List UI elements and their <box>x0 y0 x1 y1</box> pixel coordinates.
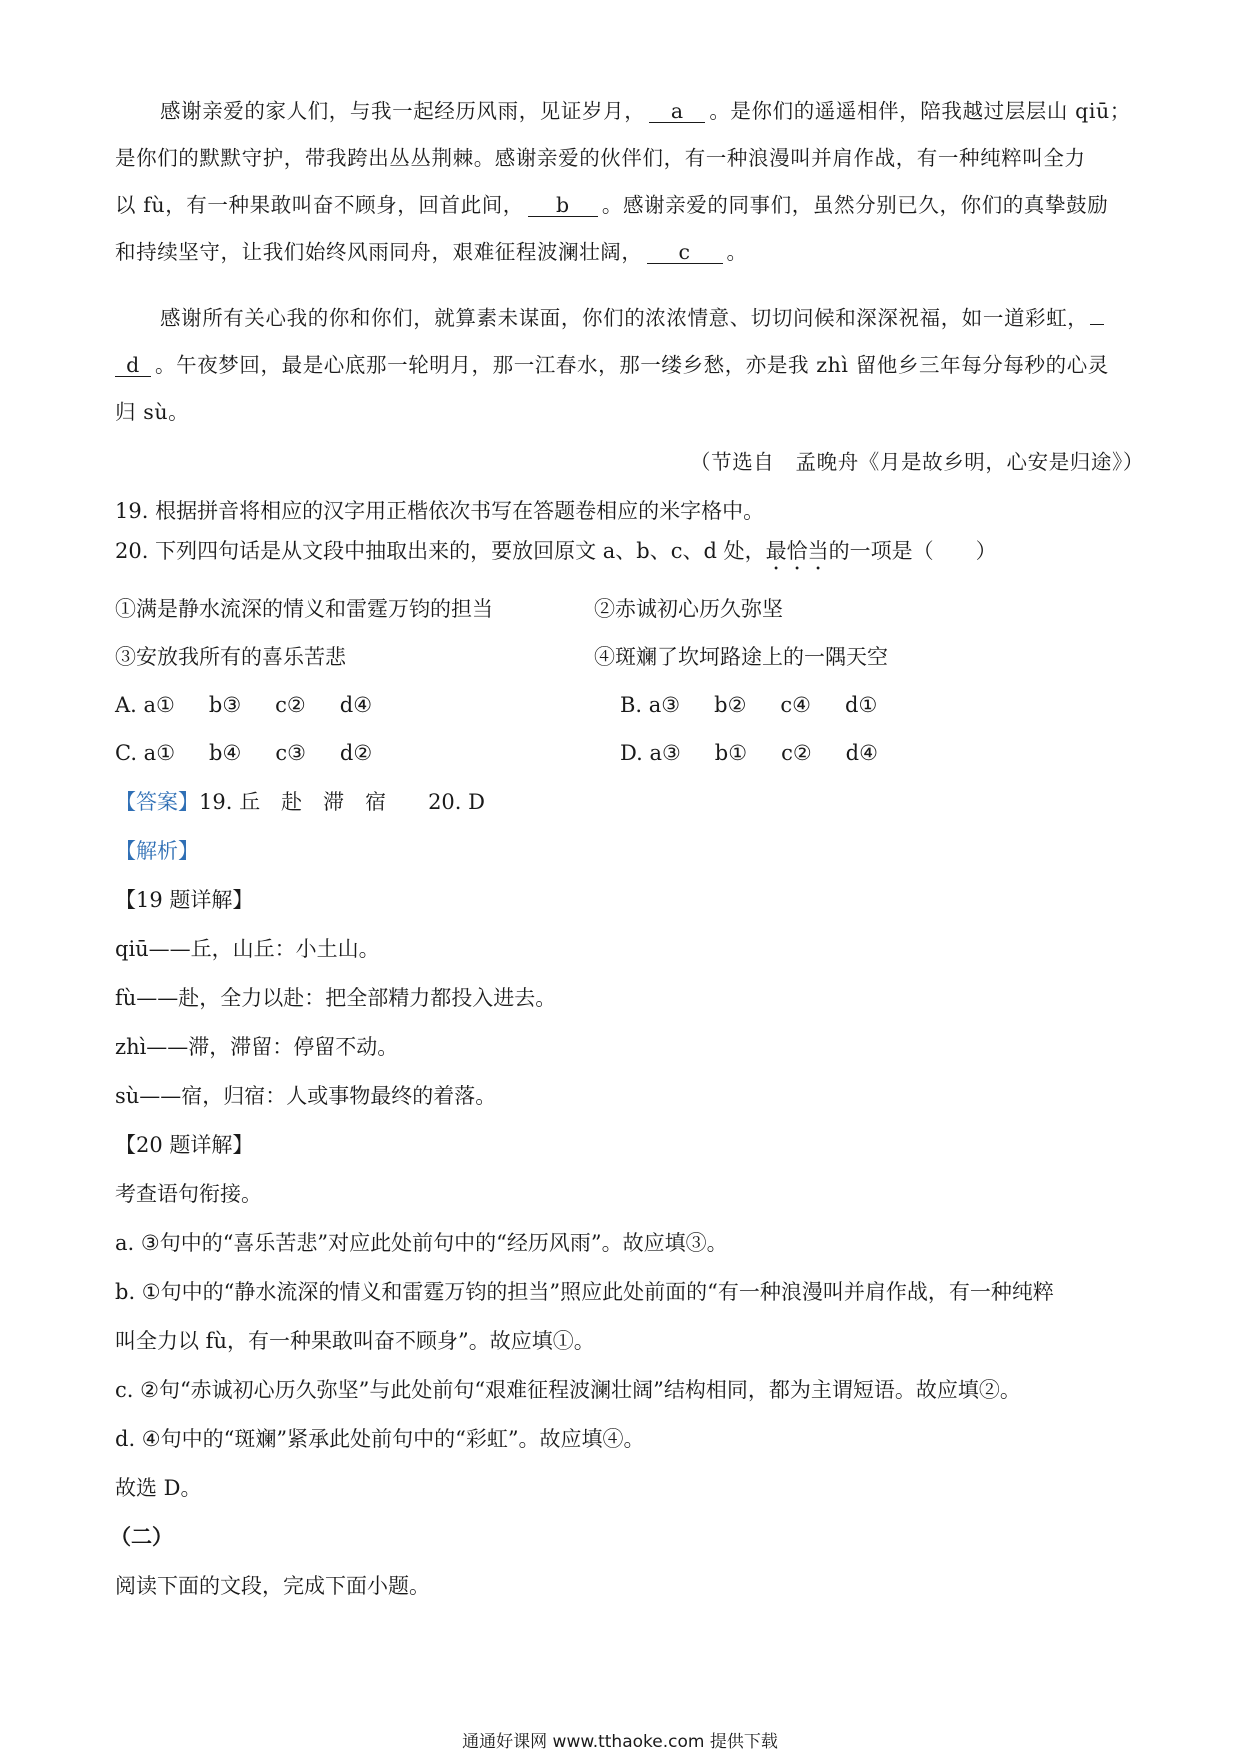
heading-20: 【20 题详解】 <box>115 1133 254 1157</box>
blank-a: a <box>649 100 705 123</box>
choice-part: c② <box>275 693 306 717</box>
footer-source: 通通好课网 www.tthaoke.com 提供下载 <box>462 1732 778 1752</box>
choice-part: b④ <box>209 741 242 765</box>
passage-line: 是你们的默默守护，带我跨出丛丛荆棘。感谢亲爱的伙伴们，有一种浪漫叫并肩作战，有一种纯粹叫全力 <box>115 146 1086 170</box>
choice-part: A. a① <box>115 693 175 717</box>
passage-line <box>115 190 1108 220</box>
choice-b <box>620 690 877 720</box>
passage-text: 感谢亲爱的家人们，与我一起经历风雨，见证岁月， <box>160 99 646 123</box>
analysis-line: 叫全力以 fù，有一种果敢叫奋不顾身”。故应填①。 <box>115 1329 595 1353</box>
passage-line: 归 sù。 <box>115 400 190 424</box>
answer-text: 19. 丘 赴 滞 宿 20. D <box>199 790 485 814</box>
analysis-line: zhì——滞，滞留：停留不动。 <box>115 1035 399 1059</box>
blank-b: b <box>528 194 598 217</box>
passage-text: 。午夜梦回，最是心底那一轮明月，那一江春水，那一缕乡愁，亦是我 zhì 留他乡三年每分每秒的心灵 <box>155 353 1109 377</box>
choice-a <box>115 690 372 720</box>
passage-line <box>115 350 1109 380</box>
choice-part: b③ <box>208 693 242 717</box>
question-19: 19. 根据拼音将相应的汉字用正楷依次书写在答题卷相应的米字格中。 <box>115 499 765 523</box>
passage-text: 。 <box>726 240 748 264</box>
answer-line <box>115 787 485 817</box>
choice-d <box>620 738 878 768</box>
choice-part: c④ <box>780 693 812 717</box>
choice-part: B. a③ <box>620 693 681 717</box>
sentence-3: ③安放我所有的喜乐苦悲 <box>115 645 346 669</box>
passage-line <box>160 303 1108 333</box>
sentence-2: ②赤诚初心历久弥坚 <box>594 597 783 621</box>
choice-part: b② <box>714 693 747 717</box>
question-text: 的一项是（ ） <box>828 539 997 563</box>
analysis-line: fù——赴，全力以赴：把全部精力都投入进去。 <box>115 986 557 1010</box>
analysis-line: 考查语句衔接。 <box>115 1182 262 1206</box>
passage-text: 以 fù，有一种果敢叫奋不顾身，回首此间， <box>115 193 524 217</box>
analysis-line: sù——宿，归宿：人或事物最终的着落。 <box>115 1084 497 1108</box>
emphasized-char: 当 <box>807 539 829 563</box>
choice-part: d② <box>339 741 373 765</box>
analysis-line: b. ①句中的“静水流深的情义和雷霆万钧的担当”照应此处前面的“有一种浪漫叫并肩作战，有一种纯粹 <box>115 1280 1054 1304</box>
emphasized-word <box>766 539 829 563</box>
passage-source: （节选自 孟晚舟《月是故乡明，心安是归途》） <box>690 450 1144 474</box>
emphasized-char: 最 <box>765 539 787 563</box>
emphasized-char: 恰 <box>786 539 808 563</box>
choice-c <box>115 738 372 768</box>
choice-part: d④ <box>339 693 373 717</box>
question-20 <box>115 536 997 566</box>
section-title: （二） <box>110 1524 173 1549</box>
analysis-line: 故选 D。 <box>115 1476 202 1500</box>
passage-text: 。是你们的遥遥相伴，陪我越过层层山 qiū； <box>709 99 1131 123</box>
blank-c: c <box>647 241 723 264</box>
passage-text: 。感谢亲爱的同事们，虽然分别已久，你们的真挚鼓励 <box>601 193 1109 217</box>
blank-d-start <box>1090 324 1104 325</box>
choice-part: D. a③ <box>620 741 681 765</box>
answer-tag: 【答案】 <box>115 790 199 814</box>
passage-text: 感谢所有关心我的你和你们，就算素未谋面，你们的浓浓情意、切切问候和深深祝福，如一道彩虹， <box>160 306 1089 330</box>
analysis-line: qiū——丘，山丘：小土山。 <box>115 937 380 961</box>
choice-part: c③ <box>275 741 306 765</box>
choice-part: b① <box>714 741 748 765</box>
sentence-1: ①满是静水流深的情义和雷霆万钧的担当 <box>115 597 493 621</box>
analysis-line: d. ④句中的“斑斓”紧承此处前句中的“彩虹”。故应填④。 <box>115 1427 645 1451</box>
analysis-line: a. ③句中的“喜乐苦悲”对应此处前句中的“经历风雨”。故应填③。 <box>115 1231 728 1255</box>
section-instruction: 阅读下面的文段，完成下面小题。 <box>115 1574 430 1598</box>
choice-part: d④ <box>845 741 878 765</box>
choice-part: c② <box>781 741 812 765</box>
choice-part: C. a① <box>115 741 176 765</box>
analysis-tag: 【解析】 <box>115 839 199 863</box>
blank-d: d <box>115 354 151 377</box>
passage-line <box>115 237 748 267</box>
sentence-4: ④斑斓了坎坷路途上的一隅天空 <box>594 645 888 669</box>
analysis-line: c. ②句“赤诚初心历久弥坚”与此处前句“艰难征程波澜壮阔”结构相同，都为主谓短语。故应填②。 <box>115 1378 1021 1402</box>
heading-19: 【19 题详解】 <box>115 888 254 912</box>
passage-line <box>160 96 1131 126</box>
question-text: 20. 下列四句话是从文段中抽取出来的，要放回原文 a、b、c、d 处， <box>115 539 766 563</box>
choice-part: d① <box>845 693 878 717</box>
passage-text: 和持续坚守，让我们始终风雨同舟，艰难征程波澜壮阔， <box>115 240 643 264</box>
